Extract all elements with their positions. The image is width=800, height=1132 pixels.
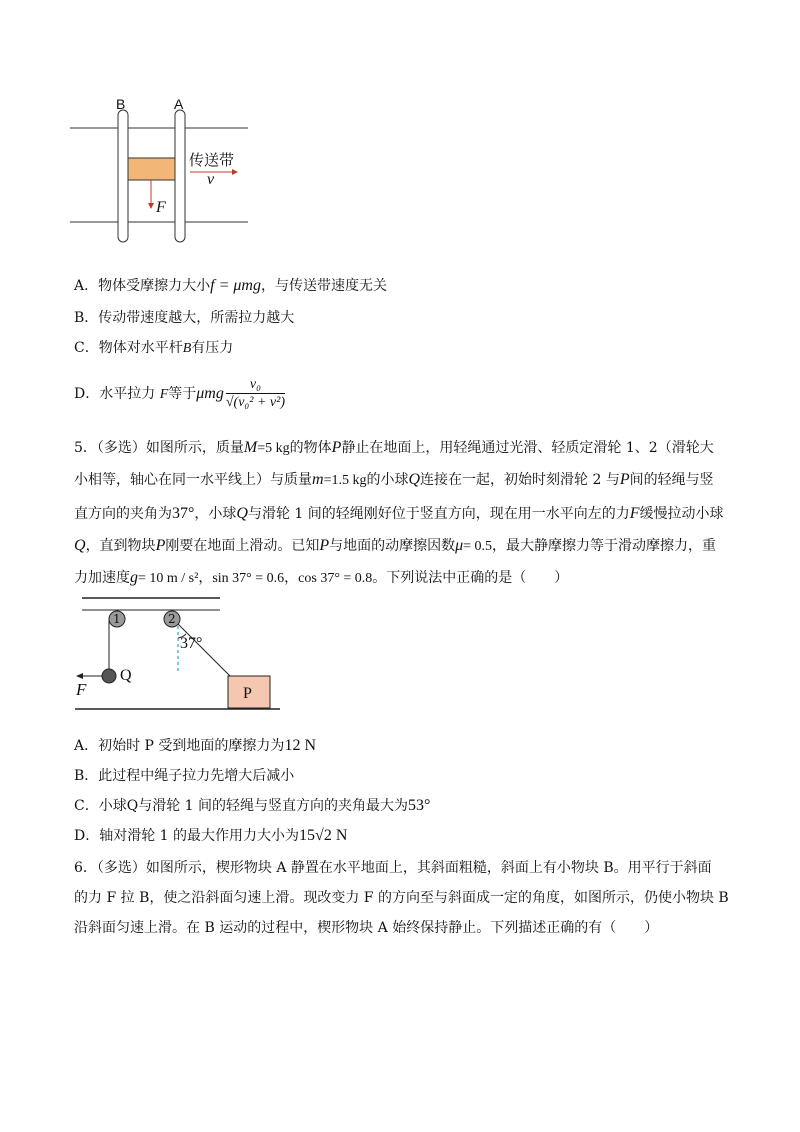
q4-option-a-suffix: ，与传送带速度无关 bbox=[260, 278, 387, 294]
q6-stem-line3: 沿斜面匀速上滑。在 B 运动的过程中，楔形物块 A 始终保持静止。下列描述正确的有（ ） bbox=[74, 920, 659, 936]
q5-stem-line1 bbox=[74, 438, 714, 459]
rod-a-label: A bbox=[174, 96, 184, 112]
q5-text: 间的轻绳与竖 bbox=[629, 472, 714, 488]
q4-option-d-coef: μmg bbox=[196, 385, 224, 402]
q4-option-a-text: A．物体受摩擦力大小 bbox=[74, 278, 211, 294]
q5-var: Q bbox=[408, 471, 421, 488]
q5-option-c-value: 53° bbox=[408, 797, 431, 814]
q4-option-b: B．传动带速度越大，所需拉力越大 bbox=[74, 310, 295, 326]
q5-var: μ bbox=[455, 537, 464, 554]
q5-option-a bbox=[74, 736, 316, 756]
q5-text: =1.5 kg的小球 bbox=[323, 473, 409, 488]
figure-conveyor-belt bbox=[70, 92, 260, 252]
q5-text: 直方向的夹角为 bbox=[74, 506, 172, 522]
q5-text: =5 kg的物体 bbox=[257, 441, 332, 456]
q5-text: 连接在一起，初始时刻滑轮 2 与 bbox=[420, 472, 620, 488]
q4-option-d-var: F bbox=[159, 387, 169, 402]
q5-option-a-value: 12 N bbox=[284, 737, 316, 754]
q5-option-d-value: 15√2 N bbox=[299, 827, 348, 844]
q5-var: P bbox=[331, 439, 342, 456]
q4-option-c-suffix: 有压力 bbox=[191, 340, 234, 356]
q5-var: P bbox=[619, 471, 630, 488]
q5-var: g bbox=[130, 569, 138, 586]
q5-text: ，直到物块 bbox=[85, 538, 156, 554]
q4-option-a-formula: f = μmg bbox=[210, 277, 261, 294]
q5-stem-line5 bbox=[74, 568, 568, 589]
belt-label: 传送带 bbox=[189, 151, 235, 169]
q5-stem-line4 bbox=[74, 536, 716, 557]
q5-text: 与滑轮 1 间的轻绳刚好位于竖直方向，现在用一水平向左的力 bbox=[247, 506, 630, 522]
pulley-1-label: 1 bbox=[113, 612, 121, 626]
q5-var: F bbox=[629, 505, 640, 522]
q5-var: Q bbox=[236, 505, 248, 522]
q5-text: 5．（多选）如图所示，质量 bbox=[74, 440, 244, 456]
force-label-f: F bbox=[76, 680, 87, 699]
q5-option-a-text: A．初始时 P 受到地面的摩擦力为 bbox=[74, 738, 285, 754]
q4-option-a bbox=[74, 276, 387, 296]
q5-stem-line2 bbox=[74, 470, 714, 491]
q5-var: P bbox=[319, 537, 330, 554]
q4-option-d-fraction bbox=[226, 377, 285, 412]
figure-pulley-system bbox=[70, 592, 290, 720]
q5-option-c-text: C．小球Q与滑轮 1 间的轻绳与竖直方向的夹角最大为 bbox=[74, 798, 408, 814]
q6-stem-line2: 的力 F 拉 B，使之沿斜面匀速上滑。现改变力 F 的方向至与斜面成一定的角度，如图所示，仍使小物块 B bbox=[74, 890, 729, 906]
q5-option-c bbox=[74, 796, 430, 816]
q5-text: 静止在地面上，用轻绳通过光滑、轻质定滑轮 1、2（滑轮大 bbox=[341, 440, 714, 456]
q5-text: 缓慢拉动小球 bbox=[639, 506, 724, 522]
q5-var: m bbox=[312, 471, 324, 488]
q5-option-b: B．此过程中绳子拉力先增大后减小 bbox=[74, 768, 295, 784]
q5-text: = 10 m / s²，sin 37° = 0.6，cos 37° = 0.8。下列说法中正确的是（ ） bbox=[138, 571, 569, 586]
q4-option-d-mid: 等于 bbox=[168, 386, 197, 402]
force-label-f: F bbox=[156, 199, 166, 216]
q5-var: Q bbox=[74, 537, 86, 554]
pulley-2-label: 2 bbox=[168, 612, 176, 626]
q4-option-d bbox=[74, 372, 285, 416]
q5-stem-line3 bbox=[74, 504, 724, 524]
angle-label: 37° bbox=[180, 635, 203, 652]
q5-option-d bbox=[74, 826, 347, 846]
rod-b-label: B bbox=[116, 96, 126, 112]
q5-text: 与地面的动摩擦因数 bbox=[329, 538, 456, 554]
belt-velocity-label: v bbox=[207, 171, 215, 188]
q5-option-d-text: D．轴对滑轮 1 的最大作用力大小为 bbox=[74, 828, 300, 844]
q5-text: 刚要在地面上滑动。已知 bbox=[165, 538, 320, 554]
q5-text: 小相等，轴心在同一水平线上）与质量 bbox=[74, 472, 312, 488]
q5-angle: 37° bbox=[172, 505, 195, 522]
ball-q-label: Q bbox=[120, 667, 132, 684]
q4-option-c-var: B bbox=[182, 341, 192, 356]
q5-text: ，小球 bbox=[194, 506, 237, 522]
q5-var: M bbox=[243, 439, 258, 456]
q5-text: = 0.5，最大静摩擦力等于滑动摩擦力，重 bbox=[463, 539, 717, 554]
q4-option-d-text: D．水平拉力 bbox=[74, 386, 156, 402]
fraction-numerator: v₀ bbox=[249, 376, 261, 392]
q4-option-c-text: C．物体对水平杆 bbox=[74, 340, 183, 356]
q5-var: P bbox=[155, 537, 166, 554]
block-p-label: P bbox=[243, 685, 252, 702]
q4-option-c bbox=[74, 338, 233, 359]
q5-text: 力加速度 bbox=[74, 570, 130, 586]
q6-stem-line1: 6．（多选）如图所示，楔形物块 A 静置在水平地面上，其斜面粗糙，斜面上有小物块 B。用平行于斜面 bbox=[74, 860, 712, 876]
fraction-denominator: √(v₀² + v²) bbox=[225, 394, 285, 410]
